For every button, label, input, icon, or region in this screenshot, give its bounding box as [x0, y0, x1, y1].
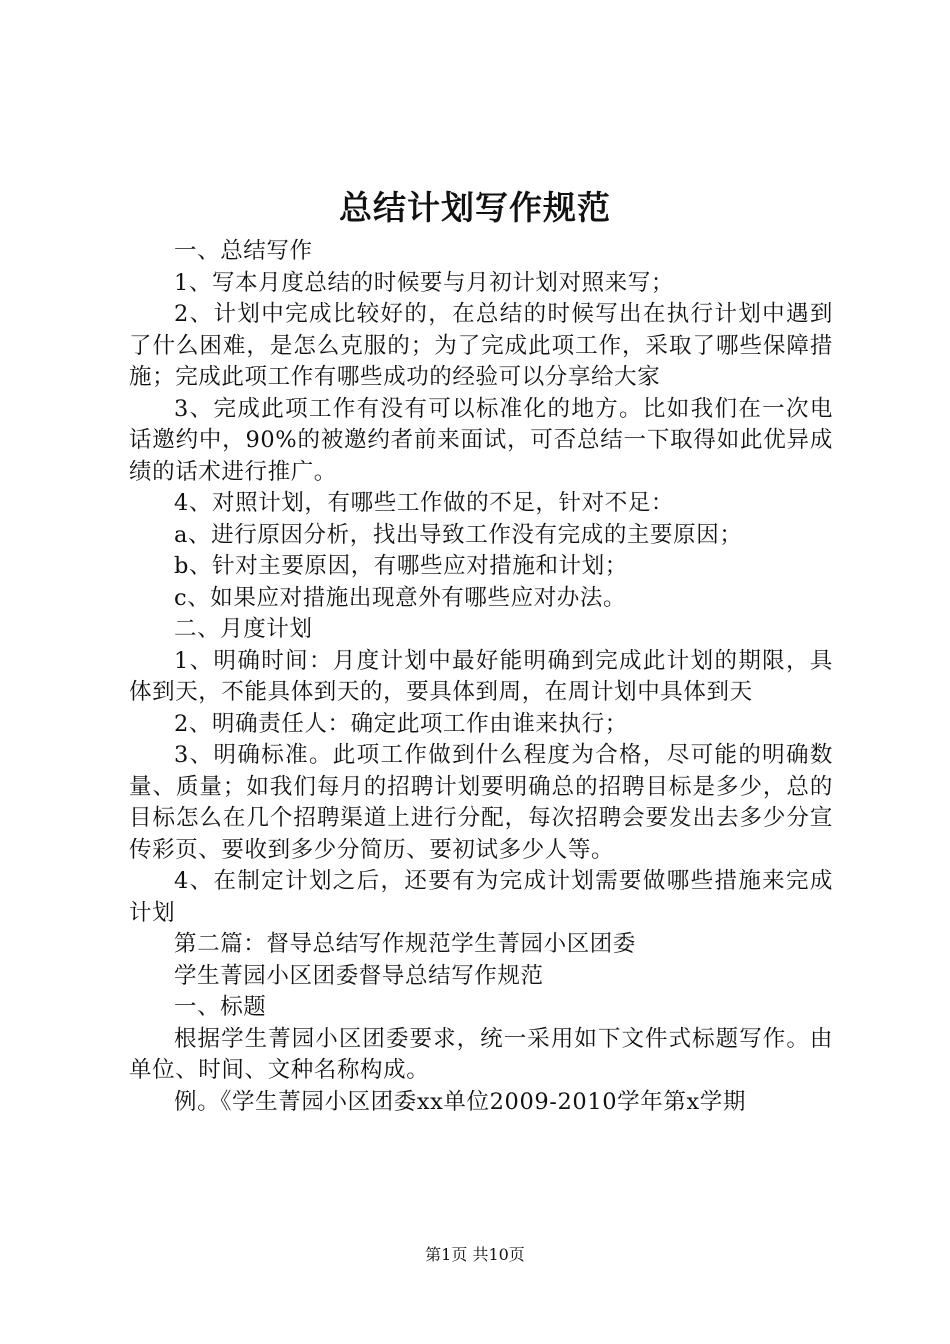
paragraph: b、针对主要原因，有哪些应对措施和计划；: [174, 553, 628, 579]
paragraph: 2、明确责任人：确定此项工作由谁来执行；: [174, 710, 628, 737]
page-number: 第1页 共10页: [425, 1245, 525, 1264]
paragraph: 1、明确时间：月度计划中最好能明确到完成此计划的期限，具体到天，不能具体到天的，要具体到周，在周计划中具体到天: [129, 647, 833, 705]
paragraph: 例。《学生菁园小区团委xx单位2009-2010学年第x学期: [174, 1088, 746, 1115]
paragraph: c、如果应对措施出现意外有哪些应对办法。: [174, 584, 627, 611]
paragraph: 一、标题: [174, 994, 267, 1020]
paragraph: 4、对照计划，有哪些工作做的不足，针对不足：: [174, 490, 675, 516]
paragraph: a、进行原因分析，找出导致工作没有完成的主要原因；: [174, 521, 743, 548]
document-body: [129, 236, 833, 1118]
paragraph: 3、明确标准。此项工作做到什么程度为合格，尽可能的明确数量、质量；如我们每月的招聘计划要明确总的招聘目标是多少，总的目标怎么在几个招聘渠道上进行分配，每次招聘会要发出去多少分宣传彩页、要收到多少分简历、要初试多少人等。: [129, 742, 833, 863]
paragraph: 二、月度计划: [174, 616, 313, 642]
paragraph: 4、在制定计划之后，还要有为完成计划需要做哪些措施来完成计划: [129, 868, 833, 926]
paragraph: 第二篇：督导总结写作规范学生菁园小区团委: [174, 931, 637, 957]
paragraph: 1、写本月度总结的时候要与月初计划对照来写；: [174, 269, 675, 296]
paragraph: 根据学生菁园小区团委要求，统一采用如下文件式标题写作。由单位、时间、文种名称构成。: [129, 1025, 833, 1083]
paragraph: 学生菁园小区团委督导总结写作规范: [174, 962, 544, 989]
document-title: 总结计划写作规范: [339, 188, 611, 227]
paragraph: 2、计划中完成比较好的，在总结的时候写出在执行计划中遇到了什么困难，是怎么克服的；为了完成此项工作，采取了哪些保障措施；完成此项工作有哪些成功的经验可以分享给大家: [129, 301, 833, 390]
paragraph: 一、总结写作: [174, 238, 313, 264]
paragraph: 3、完成此项工作有没有可以标准化的地方。比如我们在一次电话邀约中，90%的被邀约者前来面试，可否总结一下取得如此优异成绩的话术进行推广。: [129, 395, 833, 485]
